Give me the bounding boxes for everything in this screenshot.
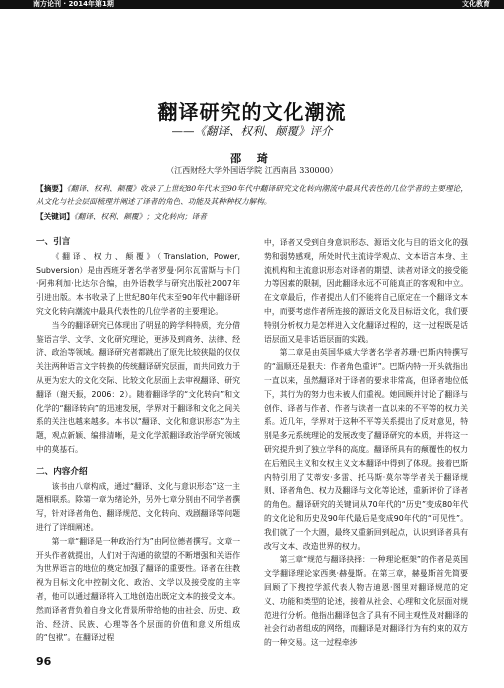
article-title: 翻译研究的文化潮流 <box>157 100 347 124</box>
abstract-text: 《翻译、权利、颠覆》收录了上世纪80年代末至90年代中翻译研究文化转向潮流中最具代表性的几位学者的主要理论，从文化与社会层面梳理并阐述了译者的角色、功能及其种种权力解构。 <box>36 184 468 206</box>
article-subtitle: ——《翻译、权利、颠覆》评介 <box>171 124 333 138</box>
author-affiliation: （江西财经大学外国语学院 江西南昌 330000） <box>166 166 338 175</box>
paragraph-continued: 中，译者又受到自身意识形态、源语文化与目的语文化的强势和弱势感观，所处时代主流诗学观点、文本语言本身、主流机构和主流意识形态对译者的期望、读者对译文的接受能力等因素的限制，因此翻译永远不可能真正的客观和中立。在文章最后，作者提出人们不能将自己原定在一个翻译文本中，而要考虑作者所连接的源语文化及目标语文化，我们要特别分析权力是怎样进入文化翻译过程的，这一过程既是话语层面又是非话语层面的实践。 <box>264 238 468 344</box>
left-column <box>36 236 240 645</box>
running-header <box>0 0 504 9</box>
keywords-label: 【关键词】 <box>36 212 74 221</box>
paragraph: 第三章“规范与翻译抉择：一种理论框架”的作者是英国文学翻译理论家西奥·赫曼斯。在第三章，赫曼斯首先简要回顾了下搜控学派代表人物吉迪恩·图里对翻译规范的定义、功能和类型的论述，接着从社会、心理和文化层面对规范进行分析。他指出翻译包含了具有不同主观性及对翻译的社会行动者组成的网络，而翻译是对翻译行为有约束的双方的一种交易。这一过程牵涉 <box>264 555 468 648</box>
section-header: 文化教育 <box>462 0 490 8</box>
journal-header: 南方论刊 · 2014年第1期 <box>33 0 114 8</box>
section-heading-content: 二、内容介绍 <box>36 466 88 477</box>
abstract-label: 【摘要】 <box>36 184 67 193</box>
paragraph: 第一章“翻译是一种政治行为”由阿位德者撰写。文章一开头作者就提出，人们对于沟通的欲望的不断增强和关语作为世界语言的地位的奠定加强了翻译的重要性。译者在往教视为目标文化中控制文化、政治、文学以及接受度的主宰者，他可以通过翻译将入工地创造出既定文本的接受文本。然而译者背负着自身文化背景所带给他的由社会、历史、政治、经济、民族、心理等各个层面的价值和意义所组成的“包袱”。在翻译过程 <box>36 536 240 643</box>
right-column <box>264 236 468 650</box>
page-number: 96 <box>36 655 52 668</box>
paragraph: 第二章是由英国华威大学著名学者苏珊·巴斯内特撰写的“温顺还是狠夫：作者角色重评”。巴斯内特一开头就指出一直以来，虽然翻译对于译者的要求非常高，但译者地位低下，其行为的努力也未被人们重视。她回顾并讨论了翻译与创作、译者与作者、作者与读者一直以来的不平等的权力关系。近几年，学界对于这种不平等关系提出了反对意见，特别是多元系统理论的发展改变了翻译研究的本质，并将这一研究提升到了独立学科的高度。翻译所具有的颠覆性的权力在后殖民主义和女权主义文本翻译中得到了体现。接着巴斯内特引用了艾蒂安·多雷、托马斯·莫尔等学者关于翻译规则、译者角色、权力及翻译与文化等论述，重新评价了译者的角色。翻译研究的关键词从70年代的“历史”变成80年代的文化论和历史及90年代最后是变成90年代的“可见性”。我们就了一个大圈，最终又重新回到起点，认识到译者具有改写文本、改造世界的权力。 <box>264 348 468 551</box>
abstract <box>36 182 468 208</box>
paragraph: 当今的翻译研究已体现出了明显的跨学科特质，充分借鉴语言学、文学、文化研究理论，更涉及到商务、法律、经济、政治等领域。翻译研究者都跳出了原先比较狭隘的仅仅关注两种语言文字转换的传统翻译研究层面，而共同致力于从更为宏大的文化交际、比较文化层面上去审视翻译、研究翻译（谢天振，2006：2）。随着翻译学的“文化转向”和文化学的“翻译转向”的迅速发展，学界对于翻译和文化之间关系的关注也越来越多。本书以“翻译、文化和意识形态”为主题，观点新颖、编排清晰，是文化学派翻译政治学研究领域中的莫基石。 <box>36 320 240 454</box>
paragraph: 《翻译、权力、颠覆》（Translation, Power, Subversion）是由西班牙著名学者罗曼·阿尔瓦雷斯与卡门·阿弗利加·比达尔合编，由外语教学与研究出版社2007年引进出版。本书收录了上世纪80年代末至90年代中翻译研究文化转向潮流中最具代表性的几位学者的主要理论。 <box>36 251 240 316</box>
keywords-text: 《翻译、权利、颠覆》；文化转向；译者 <box>73 212 207 221</box>
section-heading-intro: 一、引言 <box>36 237 71 247</box>
author-name: 邵 琦 <box>230 152 274 165</box>
paragraph: 该书由八章构成，通过“翻译、文化与意识形态”这一主题相联系。除第一章为绪论外，另外七章分别由不同学者撰写，针对译者角色、翻译规范、文化转向、戏剧翻译等问题进行了详细阐述。 <box>36 481 240 532</box>
keywords <box>36 210 468 223</box>
